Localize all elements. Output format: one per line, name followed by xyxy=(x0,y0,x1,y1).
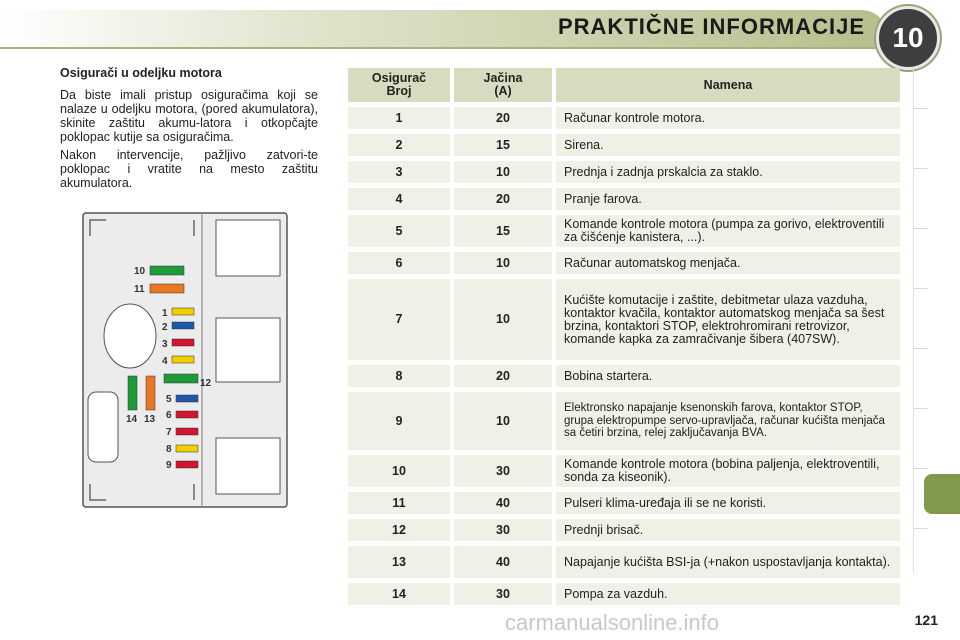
fuse-description: Kućište komutacije i zaštite, debitmetar ulaza vazduha, kontaktor kvačila, kontaktor automatskog menjača sa šest brzina, kontaktori STOP, elektrohromirani retrovizor, komande kapka za zamračivanje šibera (407SW). xyxy=(556,279,900,360)
fuse-label-13: 13 xyxy=(144,414,156,425)
fuse-13 xyxy=(146,376,155,410)
fuse-description: Pompa za vazduh. xyxy=(556,583,900,605)
table-row xyxy=(348,215,904,247)
fuse-1 xyxy=(172,308,194,315)
fuse-amps: 10 xyxy=(454,161,552,183)
fuse-description: Pulseri klima-uređaja ili se ne koristi. xyxy=(556,492,900,514)
watermark-text: carmanualsonline.info xyxy=(505,610,720,635)
intro-section xyxy=(60,66,318,194)
table-row xyxy=(348,492,904,514)
table-row xyxy=(348,546,904,578)
chapter-tab-divider xyxy=(914,468,928,469)
fuse-9 xyxy=(176,461,198,468)
fuse-number: 9 xyxy=(348,392,450,450)
fuse-12 xyxy=(164,374,198,383)
fuse-number: 13 xyxy=(348,546,450,578)
fuse-4 xyxy=(172,356,194,363)
table-row xyxy=(348,161,904,183)
chapter-tab-divider xyxy=(914,528,928,529)
fuse-number: 4 xyxy=(348,188,450,210)
fuse-description: Napajanje kućišta BSI-ja (+nakon uspostavljanja kontakta). xyxy=(556,546,900,578)
section-heading: Osigurači u odeljku motora xyxy=(60,66,222,80)
fuse-6 xyxy=(176,411,198,418)
fuse-amps: 20 xyxy=(454,365,552,387)
fuse-number: 1 xyxy=(348,107,450,129)
fuse-label-7: 7 xyxy=(166,427,172,438)
chapter-tab-divider xyxy=(914,168,928,169)
fuse-amps: 30 xyxy=(454,519,552,541)
fuse-number: 6 xyxy=(348,252,450,274)
active-chapter-tab[interactable] xyxy=(924,474,960,514)
fuse-label-4: 4 xyxy=(162,356,168,367)
fuse-description: Pranje farova. xyxy=(556,188,900,210)
table-row xyxy=(348,455,904,487)
fuse-description: Računar kontrole motora. xyxy=(556,107,900,129)
fuse-amps: 10 xyxy=(454,392,552,450)
table-row xyxy=(348,252,904,274)
fuse-amps: 20 xyxy=(454,107,552,129)
fuse-description: Bobina startera. xyxy=(556,365,900,387)
fuse-11 xyxy=(150,284,184,293)
fuse-label-5: 5 xyxy=(166,394,172,405)
fuse-10 xyxy=(150,266,184,275)
fuse-description: Prednja i zadnja prskalcia za staklo. xyxy=(556,161,900,183)
column-header-purpose: Namena xyxy=(556,68,900,102)
fuse-number: 11 xyxy=(348,492,450,514)
page-header xyxy=(0,0,960,56)
page-number: 121 xyxy=(914,612,938,628)
fuse-description: Računar automatskog menjača. xyxy=(556,252,900,274)
fuse-label-8: 8 xyxy=(166,444,172,455)
page-title: PRAKTIČNE INFORMACIJE xyxy=(557,14,865,39)
table-row xyxy=(348,583,904,605)
fuse-amps: 30 xyxy=(454,583,552,605)
fuse-number: 14 xyxy=(348,583,450,605)
fuse-amps: 15 xyxy=(454,134,552,156)
fuse-number: 5 xyxy=(348,215,450,247)
chapter-tab-divider xyxy=(914,408,928,409)
fuse-label-12: 12 xyxy=(200,378,212,389)
fuse-number: 3 xyxy=(348,161,450,183)
table-row xyxy=(348,365,904,387)
table-row xyxy=(348,279,904,360)
fuse-amps: 10 xyxy=(454,252,552,274)
fuse-description: Komande kontrole motora (bobina paljenja, elektroventili, sonda za kiseonik). xyxy=(556,455,900,487)
fuse-amps: 15 xyxy=(454,215,552,247)
column-header-rating: Jačina (A) xyxy=(454,68,552,102)
fuse-label-10: 10 xyxy=(134,266,146,277)
fuse-8 xyxy=(176,445,198,452)
fuse-amps: 10 xyxy=(454,279,552,360)
fuse-number: 10 xyxy=(348,455,450,487)
fuse-box-illustration xyxy=(82,212,288,508)
fuse-2 xyxy=(172,322,194,329)
fuse-3 xyxy=(172,339,194,346)
chapter-tab-divider xyxy=(914,228,928,229)
fuse-label-9: 9 xyxy=(166,460,172,471)
fuse-label-3: 3 xyxy=(162,339,168,350)
fuse-number: 7 xyxy=(348,279,450,360)
table-row xyxy=(348,519,904,541)
intro-paragraph-1: Da biste imali pristup osiguračima koji se nalaze u odeljku motora, (pored akumulatora), skinite zaštitu akumu-latora i otkopčajte poklopac kutije sa osiguračima. xyxy=(60,88,318,144)
fuse-description: Elektronsko napajanje ksenonskih farova, kontaktor STOP, grupa elektropumpe servo-upravljača, računar kućišta menjača sa četiri brzina, relej zaključavanja BVA. xyxy=(556,392,900,450)
chapter-tab-divider xyxy=(914,288,928,289)
fuse-amps: 30 xyxy=(454,455,552,487)
column-header-fuse: Osigurač Broj xyxy=(348,68,450,102)
fuse-5 xyxy=(176,395,198,402)
table-header-row xyxy=(348,68,904,102)
fuse-label-1: 1 xyxy=(162,308,168,319)
fuse-table xyxy=(348,68,904,610)
fuse-number: 12 xyxy=(348,519,450,541)
fuse-14 xyxy=(128,376,137,410)
fuse-label-11: 11 xyxy=(134,284,145,295)
chapter-tab-divider xyxy=(914,108,928,109)
fuse-amps: 40 xyxy=(454,546,552,578)
fuse-label-2: 2 xyxy=(162,322,168,333)
fuse-number: 8 xyxy=(348,365,450,387)
intro-paragraph-2: Nakon intervencije, pažljivo zatvori-te poklopac i vratite na mesto zaštitu akumulatora. xyxy=(60,148,318,190)
fuse-number: 2 xyxy=(348,134,450,156)
table-row xyxy=(348,392,904,450)
fuse-7 xyxy=(176,428,198,435)
fuse-description: Sirena. xyxy=(556,134,900,156)
chapter-badge: 10 xyxy=(876,6,940,70)
fuse-label-14: 14 xyxy=(126,414,138,425)
fuse-amps: 20 xyxy=(454,188,552,210)
table-row xyxy=(348,188,904,210)
chapter-tab-divider xyxy=(914,348,928,349)
fuse-description: Prednji brisač. xyxy=(556,519,900,541)
table-row xyxy=(348,134,904,156)
fuse-description: Komande kontrole motora (pumpa za gorivo, elektroventili za čišćenje kanistera, ...). xyxy=(556,215,900,247)
table-row xyxy=(348,107,904,129)
fuse-box-diagram xyxy=(82,212,288,513)
fuse-amps: 40 xyxy=(454,492,552,514)
fuse-label-6: 6 xyxy=(166,410,172,421)
